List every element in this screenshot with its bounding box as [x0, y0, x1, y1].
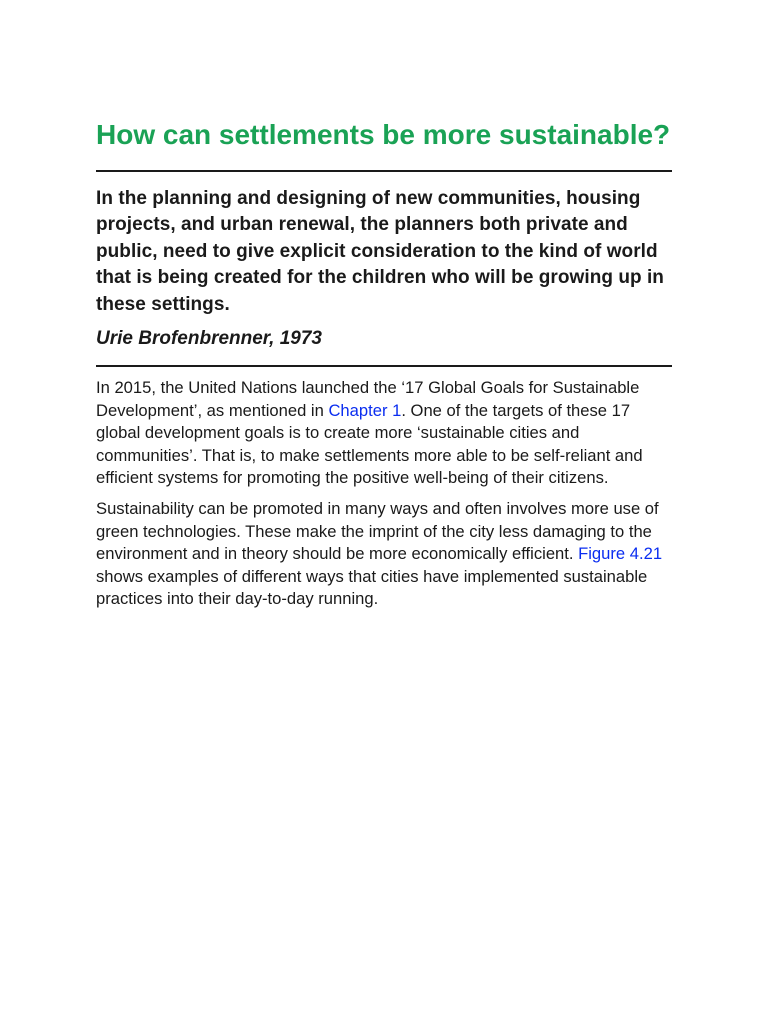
body-paragraph-2: [96, 498, 672, 611]
paragraph-text: . One of the targets of these 17 global development goals is to create more ‘sustainable cities and communities’. That is, to make settlements more able to be self-reliant and efficient systems for promoting the positive well-being of their citizens.: [96, 400, 643, 488]
paragraph-text: Sustainability can be promoted in many ways and often involves more use of green technologies. These make the imprint of the city less damaging to the environment and in theory should be more economically efficient.: [96, 499, 659, 564]
figure-4-21-link[interactable]: Figure 4.21: [578, 544, 663, 564]
top-divider: [96, 170, 672, 172]
epigraph-attribution: Urie Brofenbrenner, 1973: [96, 328, 322, 350]
body-paragraph-1: [96, 377, 672, 490]
bottom-divider: [96, 365, 672, 367]
paragraph-text: In 2015, the United Nations launched the ‘17 Global Goals for Sustainable Development’, as mentioned in: [96, 378, 640, 420]
document-page: [96, 115, 672, 611]
epigraph-quote: In the planning and designing of new communities, housing projects, and urban renewal, the planners both private and public, need to give explicit consideration to the kind of world that is being created for the children who will be growing up in these settings.: [96, 188, 664, 315]
section-heading: How can settlements be more sustainable?: [96, 119, 671, 150]
paragraph-text: shows examples of different ways that cities have implemented sustainable practices into their day-to-day running.: [96, 566, 648, 609]
chapter-1-link[interactable]: Chapter 1: [328, 400, 402, 420]
